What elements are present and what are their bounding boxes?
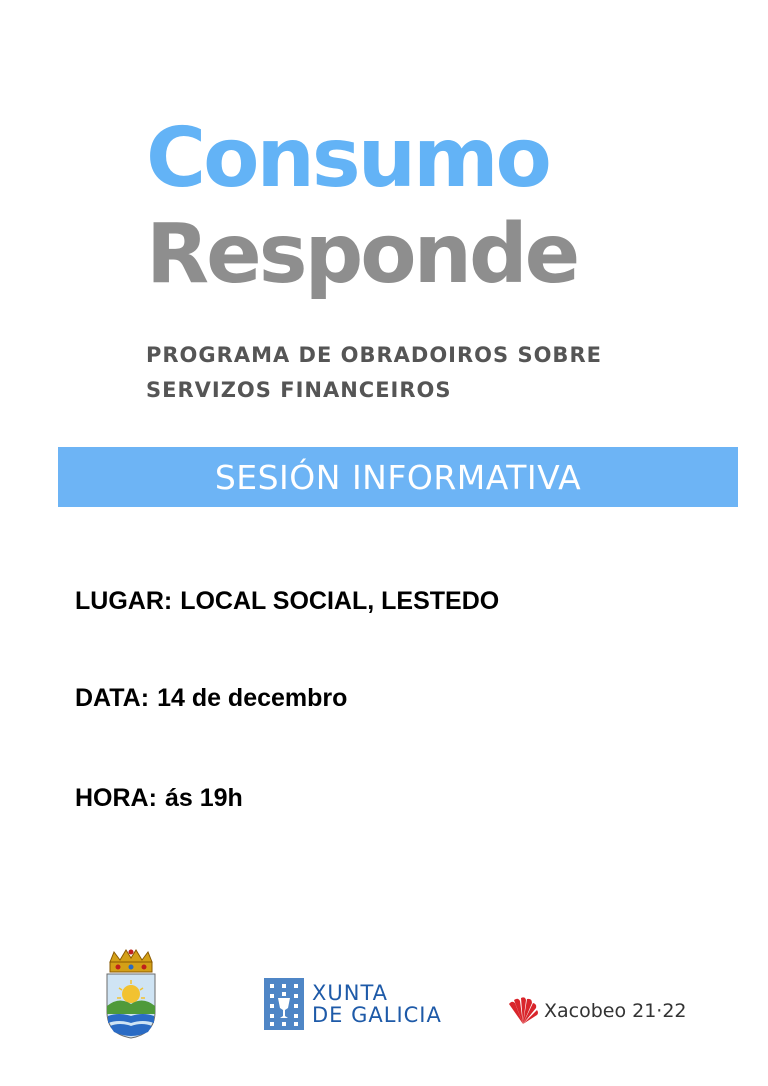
time-row <box>75 784 243 813</box>
date-label: DATA: <box>75 684 150 712</box>
session-banner <box>58 447 738 507</box>
subtitle-line-1: PROGRAMA DE OBRADOIROS SOBRE <box>146 343 602 367</box>
scallop-shell-icon <box>506 994 540 1028</box>
banner-text: SESIÓN INFORMATIVA <box>214 457 582 497</box>
title-consumo: Consumo <box>146 111 549 206</box>
date-row <box>75 684 347 713</box>
xacobeo-name: Xacobeo <box>544 1000 627 1022</box>
xunta-emblem-icon <box>264 978 304 1030</box>
municipal-crest-logo <box>104 948 158 1045</box>
location-label: LUGAR: <box>75 587 173 615</box>
xunta-line-2: DE GALICIA <box>312 1003 442 1027</box>
title-responde: Responde <box>146 207 578 302</box>
xacobeo-logo <box>506 994 687 1028</box>
time-label: HORA: <box>75 784 157 812</box>
location-value: LOCAL SOCIAL, LESTEDO <box>180 587 500 615</box>
time-value: ás 19h <box>164 784 243 812</box>
date-value: 14 de decembro <box>157 684 348 712</box>
xunta-de-galicia-logo <box>264 978 442 1030</box>
xacobeo-years: 21·22 <box>632 1000 687 1022</box>
xunta-line-1: XUNTA <box>312 980 389 1005</box>
subtitle-line-2: SERVIZOS FINANCEIROS <box>146 378 452 402</box>
location-row <box>75 587 499 616</box>
